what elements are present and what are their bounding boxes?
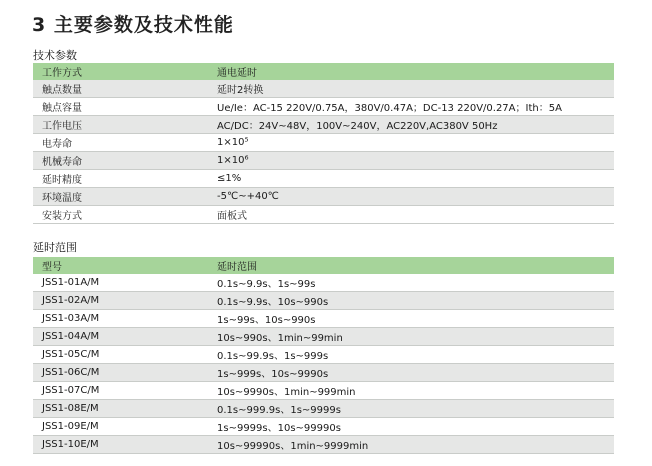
table-row (33, 346, 614, 364)
model-cell: JSS1-06C/M (33, 364, 208, 382)
page-title: 3 主要参数及技术性能 (32, 14, 234, 36)
model-cell: JSS1-07C/M (33, 382, 208, 400)
table-row (33, 274, 614, 292)
table-row (33, 310, 614, 328)
table-header-row (33, 257, 614, 274)
tech-params-heading: 技术参数 (33, 49, 77, 62)
tech-params-table (33, 63, 614, 224)
param-value: ≤1% (208, 170, 614, 188)
range-cell: 10s~9990s、1min~999min (208, 382, 614, 400)
model-cell: JSS1-09E/M (33, 418, 208, 436)
model-cell: JSS1-04A/M (33, 328, 208, 346)
param-value: -5℃~+40℃ (208, 188, 614, 206)
range-cell: 0.1s~9.9s、1s~99s (208, 274, 614, 292)
range-cell: 10s~990s、1min~99min (208, 328, 614, 346)
table-row (33, 206, 614, 224)
range-cell: 0.1s~999.9s、1s~9999s (208, 400, 614, 418)
table-header-row (33, 63, 614, 80)
range-cell: 1s~999s、10s~9990s (208, 364, 614, 382)
header-cell-model: 型号 (33, 257, 208, 274)
param-name: 延时精度 (33, 170, 208, 188)
param-name: 工作电压 (33, 116, 208, 134)
table-row (33, 188, 614, 206)
table-row (33, 98, 614, 116)
model-cell: JSS1-08E/M (33, 400, 208, 418)
param-name: 环境温度 (33, 188, 208, 206)
table-row (33, 364, 614, 382)
param-name: 机械寿命 (33, 152, 208, 170)
param-name: 安装方式 (33, 206, 208, 224)
range-cell: 10s~99990s、1min~9999min (208, 436, 614, 454)
model-cell: JSS1-05C/M (33, 346, 208, 364)
param-value: 延时2转换 (208, 80, 614, 98)
range-cell: 1s~9999s、10s~99990s (208, 418, 614, 436)
param-name: 电寿命 (33, 134, 208, 152)
table-row (33, 436, 614, 454)
delay-range-heading: 延时范围 (33, 241, 77, 254)
table-row (33, 134, 614, 152)
param-name: 触点容量 (33, 98, 208, 116)
param-name: 触点数量 (33, 80, 208, 98)
model-cell: JSS1-10E/M (33, 436, 208, 454)
param-value: Ue/Ie：AC-15 220V/0.75A，380V/0.47A；DC-13 220V/0.27A；Ith：5A (208, 98, 614, 116)
header-cell-value: 通电延时 (208, 63, 614, 80)
table-row (33, 292, 614, 310)
range-cell: 0.1s~99.9s、1s~999s (208, 346, 614, 364)
param-value: AC/DC：24V~48V，100V~240V，AC220V,AC380V 50Hz (208, 116, 614, 134)
param-value: 1×10⁵ (208, 134, 614, 152)
table-row (33, 152, 614, 170)
table-row (33, 116, 614, 134)
range-cell: 0.1s~9.9s、10s~990s (208, 292, 614, 310)
model-cell: JSS1-02A/M (33, 292, 208, 310)
header-cell-range: 延时范围 (208, 257, 614, 274)
table-row (33, 170, 614, 188)
param-value: 面板式 (208, 206, 614, 224)
table-row (33, 328, 614, 346)
model-cell: JSS1-03A/M (33, 310, 208, 328)
range-cell: 1s~99s、10s~990s (208, 310, 614, 328)
table-row (33, 400, 614, 418)
table-row (33, 80, 614, 98)
param-value: 1×10⁶ (208, 152, 614, 170)
table-row (33, 382, 614, 400)
delay-range-table (33, 257, 614, 454)
model-cell: JSS1-01A/M (33, 274, 208, 292)
table-row (33, 418, 614, 436)
header-cell-param: 工作方式 (33, 63, 208, 80)
